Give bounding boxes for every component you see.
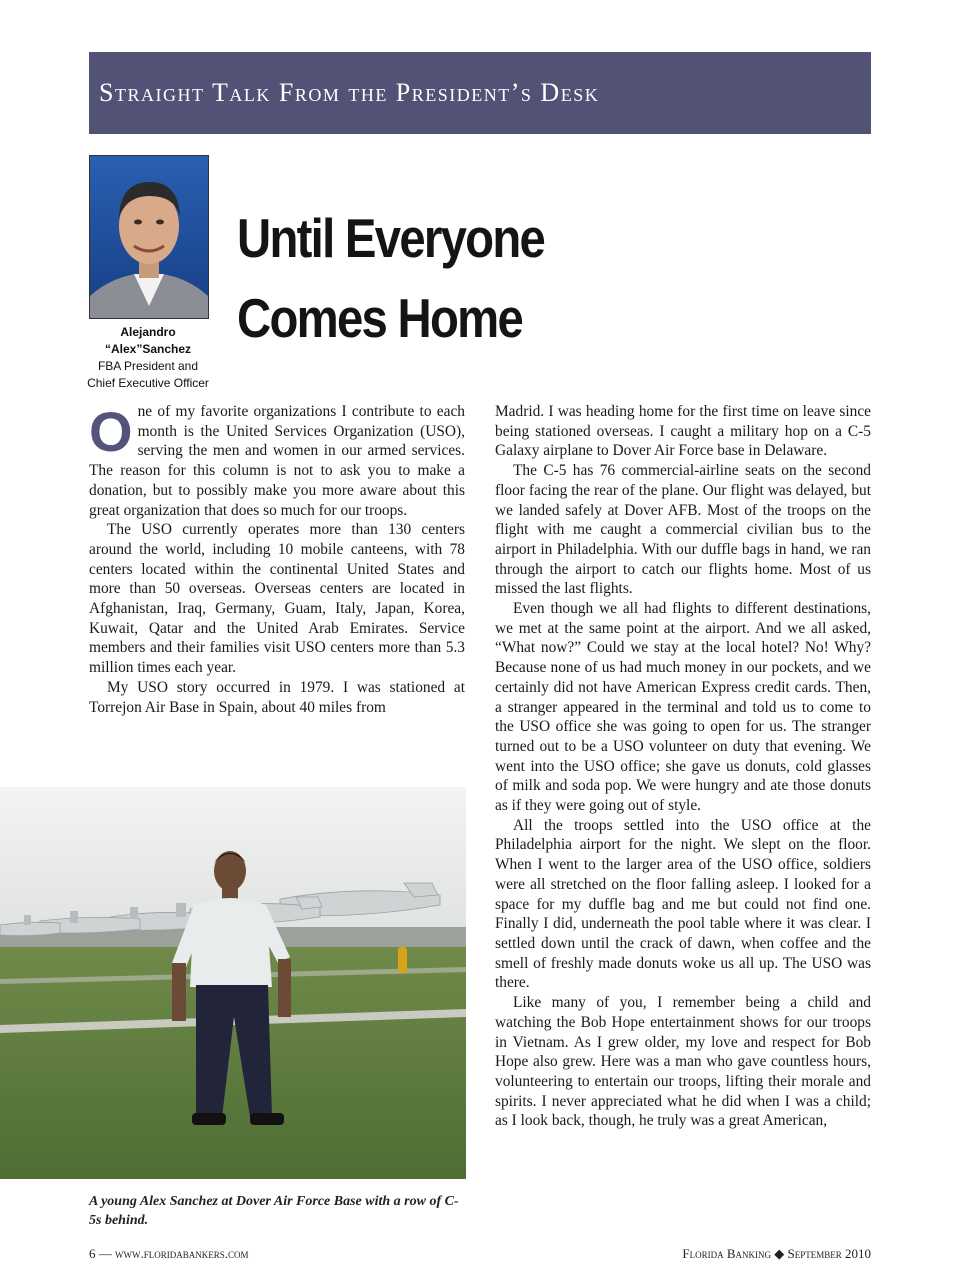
- footer-issue-date: September 2010: [787, 1246, 871, 1261]
- footer-page-url: 6 — www.floridabankers.com: [89, 1246, 249, 1261]
- section-title: Straight Talk From the President’s Desk: [99, 78, 600, 107]
- drop-cap: O: [89, 400, 133, 463]
- paragraph: Madrid. I was heading home for the first time on leave since being stationed overseas. I caught a military hop on a C-5 Galaxy airplane to Dover Air Force base in Delaware.: [495, 403, 871, 460]
- photo-caption: A young Alex Sanchez at Dover Air Force Base with a row of C-5s behind.: [89, 1194, 459, 1228]
- paragraph: Like many of you, I remember being a child and watching the Bob Hope entertainment shows for our troops in Vietnam. As I grew older, my love and respect for Bob Hope also grew. Here was a man who gave countless hours, volunteering to entertain our troops, lifting their morale and spirits. I never appreciated what he did when I was a child; as I look back, though, he truly was a great American,: [495, 994, 871, 1130]
- article-photo: [0, 787, 466, 1179]
- paragraph: The C-5 has 76 commercial-airline seats on the second floor facing the rear of the plane. Our flight was delayed, but we landed safely at Dover AFB. Most of the troops on the flight with me caught a commercial civilian bus to the airport in Philadelphia. With our duffle bags in hand, we ran through the airport to catch our flights home. Most of us missed the last flights.: [495, 462, 871, 598]
- footer-publication: [682, 1246, 871, 1262]
- section-banner: [89, 52, 871, 134]
- diamond-icon: ◆: [774, 1246, 785, 1261]
- author-byline: [80, 324, 216, 392]
- footer-magazine-name: Florida Banking: [682, 1246, 772, 1261]
- author-name-line1: Alejandro: [120, 325, 176, 339]
- headline-line2: Comes Home: [237, 287, 523, 349]
- author-role-line1: FBA President and: [97, 359, 199, 373]
- author-portrait: [89, 155, 209, 319]
- article-column-right: [495, 402, 871, 1131]
- dover-airbase-photo: [0, 787, 466, 1179]
- paragraph: The USO currently operates more than 130 centers around the world, including 10 mobile canteens, with 78 centers located within the continental United States and more than 50 overseas. Overseas centers are located in Afghanistan, Iraq, Germany, Guam, Italy, Japan, Korea, Kuwait, Qatar and the United Arab Emirates. Service members and their families visit USO centers more than 5.3 million times each year.: [89, 521, 465, 677]
- headline-line1: Until Everyone: [237, 207, 545, 269]
- paragraph-text: ne of my favorite organizations I contribute to each month is the United Services Organization (USO), serving the men and women in our armed services. The reason for this column is not to ask you to make a donation, but to possibly make you more aware about this great organization that does so much for our troops.: [89, 403, 465, 519]
- paragraph: My USO story occurred in 1979. I was stationed at Torrejon Air Base in Spain, about 40 miles from: [89, 678, 465, 716]
- paragraph: [89, 402, 465, 520]
- author-portrait-image: [90, 156, 208, 318]
- paragraph: All the troops settled into the USO office at the Philadelphia airport for the night. We slept on the floor. When I went to the larger area of the USO office, soldiers were all stretched on the floor falling asleep. I looked for a space for my duffle bag and me but could not find one. Finally I did, underneath the pool table where it was clear. I settled down until the crack of dawn, when coffee and the smell of freshly made donuts woke us all up. The USO was there.: [495, 816, 871, 992]
- article-column-left: [89, 402, 465, 717]
- author-name-line2: “Alex”Sanchez: [104, 342, 192, 356]
- paragraph: Even though we all had flights to different destinations, we met at the same point at the airport. And we all asked, “What now?” Could we stay at the local hotel? No! Why? Because none of us had much money in our pockets, and we certainly did not have American Express credit cards. Then, a stranger appeared in the terminal and told us to come to the USO office she was going to open for us. The stranger turned out to be a USO volunteer on duty that evening. We went into the USO office; she gave us donuts, cold glasses of milk and soda pop. We were hungry and ate those donuts as if they were going out of style.: [495, 600, 871, 815]
- author-role-line2: Chief Executive Officer: [87, 376, 209, 390]
- article-headline: [237, 198, 544, 358]
